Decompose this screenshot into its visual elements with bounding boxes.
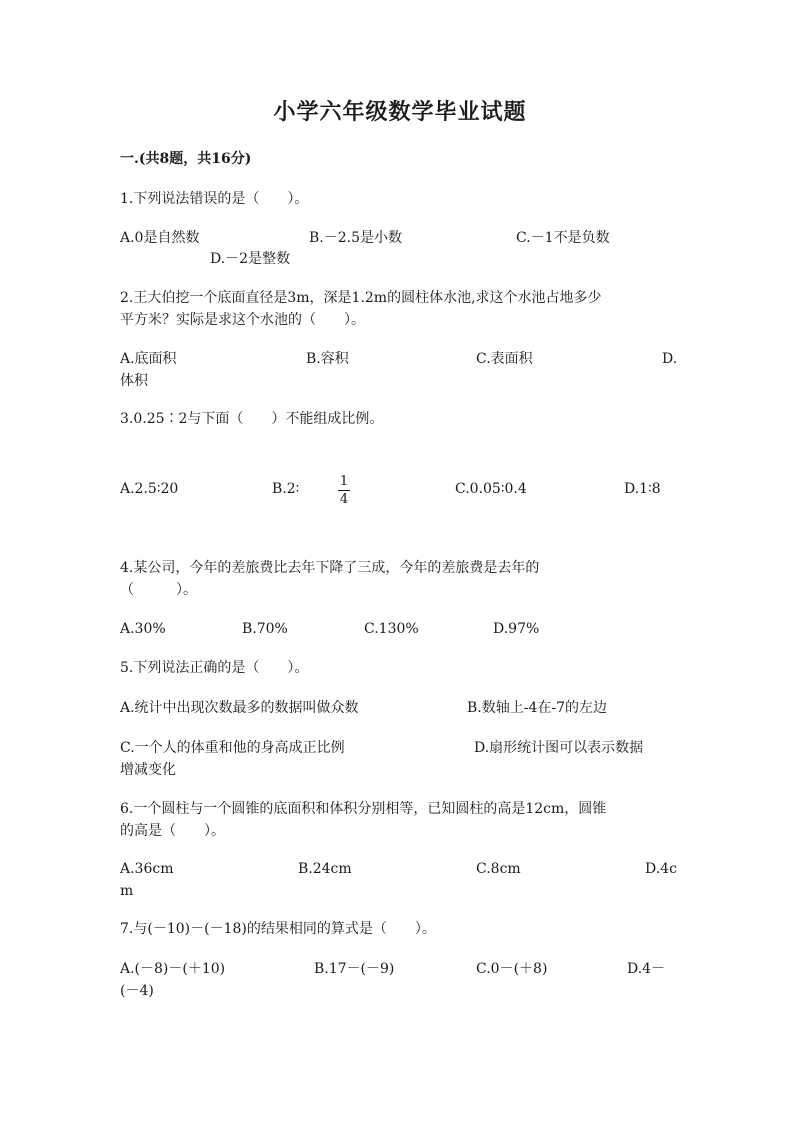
question-2-option-d: D. bbox=[662, 351, 678, 367]
question-6-text-line-1: 6.一个圆柱与一个圆锥的底面积和体积分别相等，已知圆柱的高是12cm，圆锥 bbox=[120, 801, 607, 817]
question-1-option-a: A.0是自然数 bbox=[120, 230, 200, 246]
question-2-option-c: C.表面积 bbox=[476, 351, 533, 367]
question-2-option-d-continued: 体积 bbox=[120, 373, 148, 389]
question-4-text-line-2: （ ）。 bbox=[120, 582, 197, 598]
question-6-option-c: C.8cm bbox=[476, 861, 521, 877]
question-3-text: 3.0.25∶2与下面（ ）不能组成比例。 bbox=[120, 411, 384, 427]
question-1-text: 1.下列说法错误的是（ ）。 bbox=[120, 191, 309, 207]
question-2-option-b: B.容积 bbox=[306, 351, 349, 367]
page-title: 小学六年级数学毕业试题 bbox=[273, 99, 527, 125]
question-5-option-d-continued: 增减变化 bbox=[120, 762, 176, 778]
question-3-option-b: B.2∶ bbox=[272, 481, 300, 497]
question-6-option-d: D.4c bbox=[645, 861, 677, 877]
question-7-option-d: D.4－ bbox=[627, 961, 666, 977]
question-5-option-b: B.数轴上-4在-7的左边 bbox=[467, 700, 608, 716]
question-1-option-d: D.－2是整数 bbox=[210, 251, 291, 267]
question-3-option-b-fraction bbox=[338, 474, 350, 507]
fraction-numerator: 1 bbox=[339, 474, 349, 489]
question-3-option-c: C.0.05∶0.4 bbox=[455, 481, 527, 497]
question-7-text: 7.与(－10)－(－18)的结果相同的算式是（ ）。 bbox=[120, 921, 436, 937]
question-6-option-a: A.36cm bbox=[120, 861, 174, 877]
fraction-denominator: 4 bbox=[339, 492, 349, 507]
question-6-option-d-continued: m bbox=[120, 883, 134, 899]
question-5-option-d: D.扇形统计图可以表示数据 bbox=[474, 740, 644, 756]
question-3-option-d: D.1∶8 bbox=[624, 481, 661, 497]
question-2-text-line-2: 平方米？实际是求这个水池的（ ）。 bbox=[120, 312, 365, 328]
question-4-option-d: D.97% bbox=[493, 621, 540, 637]
question-6-text-line-2: 的高是（ ）。 bbox=[120, 823, 225, 839]
question-2-option-a: A.底面积 bbox=[120, 351, 177, 367]
question-1-option-b: B.－2.5是小数 bbox=[309, 230, 403, 246]
question-6-option-b: B.24cm bbox=[298, 861, 352, 877]
question-3-option-a: A.2.5∶20 bbox=[120, 481, 179, 497]
question-4-option-c: C.130% bbox=[364, 621, 419, 637]
question-1-option-c: C.－1不是负数 bbox=[516, 230, 610, 246]
question-7-option-a: A.(－8)－(＋10) bbox=[120, 961, 226, 977]
question-4-option-b: B.70% bbox=[242, 621, 288, 637]
question-5-option-a: A.统计中出现次数最多的数据叫做众数 bbox=[120, 700, 359, 716]
question-4-option-a: A.30% bbox=[120, 621, 166, 637]
question-2-text-line-1: 2.王大伯挖一个底面直径是3m，深是1.2m的圆柱体水池,求这个水池占地多少 bbox=[120, 290, 602, 306]
question-4-text-line-1: 4.某公司，今年的差旅费比去年下降了三成，今年的差旅费是去年的 bbox=[120, 560, 540, 576]
question-5-text: 5.下列说法正确的是（ ）。 bbox=[120, 660, 309, 676]
question-7-option-d-continued: (－4) bbox=[120, 983, 154, 999]
question-5-option-c: C.一个人的体重和他的身高成正比例 bbox=[120, 740, 345, 756]
section-heading: 一.(共8题，共16分) bbox=[120, 151, 252, 167]
question-7-option-b: B.17－(－9) bbox=[314, 961, 395, 977]
question-7-option-c: C.0－(＋8) bbox=[476, 961, 548, 977]
